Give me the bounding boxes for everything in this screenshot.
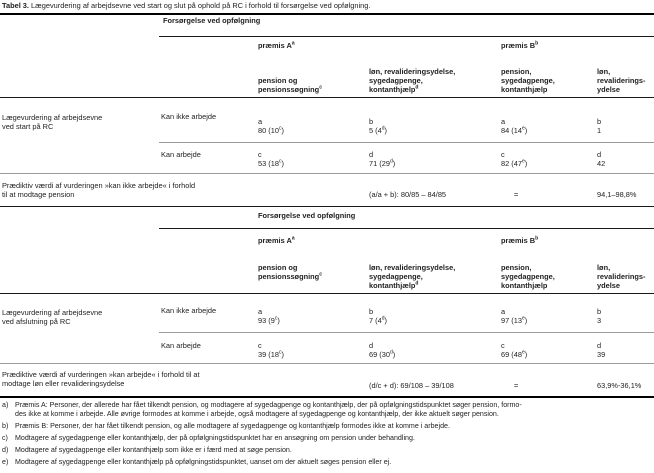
premise-a-header: præmis $A^a$ — [258, 40, 295, 50]
header-rule — [159, 36, 654, 37]
caption-text: Lægevurdering af arbejdsevne ved start og slut på ophold på RC i forhold til forsørgelse ved opfølgning. — [31, 1, 371, 10]
footnote-letter: c) — [2, 434, 8, 442]
footnote-letter: a) — [2, 401, 9, 409]
predictive-formula: (d/c + d): 69/108 – 39/108 — [369, 381, 454, 390]
cell-a1: a 80 (10$^c$) — [258, 117, 284, 135]
footnote-text: Præmis A: Personer, der allerede har fået tilkendt pension, og modtagere af sygedagpenge og kontanthjælp, der på opfølgningstidspunktet søger pension, formo- des ikke at komme i arbejde. Alle øvrige formodes at komme i arbejde, også modtagere af sygedagpenge og kontanthjælp, der ikke aktuelt søger pension. — [15, 401, 522, 418]
cell-b1: a 97 (13e) — [501, 307, 528, 325]
row-label-cannot-work: Kan ikke arbejde — [161, 112, 217, 121]
cell-a2: b 7 (4$^d$) — [369, 307, 387, 325]
col-header-a2: løn, revalideringsydelse, sygedagpenge, kontanthjælp$^d$ — [369, 263, 456, 290]
row-label-can-work: Kan arbejde — [161, 341, 201, 350]
cell-b1: c 69 (48e) — [501, 341, 528, 359]
col-header-b1: pension, sygedagpenge, kontanthjælp — [501, 67, 555, 94]
cell-a1: c 39 (18$^c$) — [258, 341, 284, 359]
footnote-text: Modtagere af sygedagpenge eller kontanthjælp, der på opfølgningstidspunktet har en ansøgning om pension under behandling. — [15, 434, 415, 442]
cell-a2: d 69 (30$^d$) — [369, 341, 396, 359]
col-header-b1: pension, sygedagpenge, kontanthjælp — [501, 263, 555, 290]
row-divider — [159, 332, 654, 333]
predictive-equals: = — [514, 190, 519, 199]
col-header-a1: pension og pensionssøgning$^c$ — [258, 263, 322, 281]
cell-a2: b 5 (4$^d$) — [369, 117, 387, 135]
row-divider — [0, 363, 654, 364]
row-group-label: Lægevurdering af arbejdsevne ved afslutning på RC — [2, 308, 103, 326]
header-rule — [159, 228, 654, 229]
row-divider — [159, 142, 654, 143]
group-header: Forsørgelse ved opfølgning — [163, 16, 261, 25]
cell-b2: d 39 — [597, 341, 606, 359]
predictive-formula: (a/a + b): 80/85 – 84/85 — [369, 190, 447, 199]
predictive-label: Prædiktiv værdi af vurderingen »kan ikke arbejde« i forhold til at modtage pension — [2, 181, 196, 199]
footnote-letter: e) — [2, 458, 9, 466]
predictive-result: 94,1–98,8% — [597, 190, 637, 199]
bottom-rule — [0, 396, 654, 398]
premise-a-header: præmis $A^a$ — [258, 235, 295, 245]
cell-a1: c 53 (18$^c$) — [258, 150, 284, 168]
caption-label: Tabel 3. — [2, 1, 29, 10]
table-caption — [2, 1, 370, 10]
footnote-text: Præmis B: Personer, der har fået tilkendt pension, og alle modtagere af sygedagpenge og kontanthjælp formodes ikke at komme i arbejde. — [15, 422, 450, 430]
predictive-result: 63,9%-36,1% — [597, 381, 642, 390]
col-header-b2: løn, revaliderings- ydelse — [597, 67, 646, 94]
premise-b-header: præmis $B^b$ — [501, 235, 539, 245]
row-label-can-work: Kan arbejde — [161, 150, 201, 159]
premise-b-header: præmis $B^b$ — [501, 40, 539, 50]
col-header-a1: pension og pensionssøgning$^c$ — [258, 76, 322, 94]
predictive-equals: = — [514, 381, 519, 390]
cell-a1: a 93 (9$^c$) — [258, 307, 280, 325]
top-rule — [0, 13, 654, 15]
cell-b2: b 1 — [597, 117, 602, 135]
section-rule — [0, 293, 654, 294]
cell-b2: d 42 — [597, 150, 606, 168]
footnote-letter: d) — [2, 446, 9, 454]
footnote-text: Modtagere af sygedagpenge eller kontanthjælp som ikke er i færd med at søge pension. — [15, 446, 292, 454]
cell-a2: d 71 (29$^d$) — [369, 150, 396, 168]
predictive-label: Prædiktive værdi af vurderingen »kan arbejde« i forhold til at modtage løn eller revalideringsydelse — [2, 370, 200, 388]
group-header: Forsørgelse ved opfølgning — [258, 211, 356, 220]
cell-b2: b 3 — [597, 307, 602, 325]
col-header-a2: løn, revalideringsydelse, sygedagpenge, kontanthjælp$^d$ — [369, 67, 456, 94]
col-header-b2: løn, revaliderings- ydelse — [597, 263, 646, 290]
row-divider — [0, 173, 654, 174]
cell-b1: a 84 (14e) — [501, 117, 528, 135]
row-label-cannot-work: Kan ikke arbejde — [161, 306, 217, 315]
row-group-label: Lægevurdering af arbejdsevne ved start på RC — [2, 113, 103, 131]
footnote-text: Modtagere af sygedagpenge eller kontanthjælp på opfølgningstidspunktet, uanset om der aktuelt søges pension eller ej. — [15, 458, 392, 466]
section-rule — [0, 97, 654, 98]
section-rule — [0, 206, 654, 207]
cell-b1: c 82 (47e) — [501, 150, 528, 168]
footnote-letter: b) — [2, 422, 9, 430]
